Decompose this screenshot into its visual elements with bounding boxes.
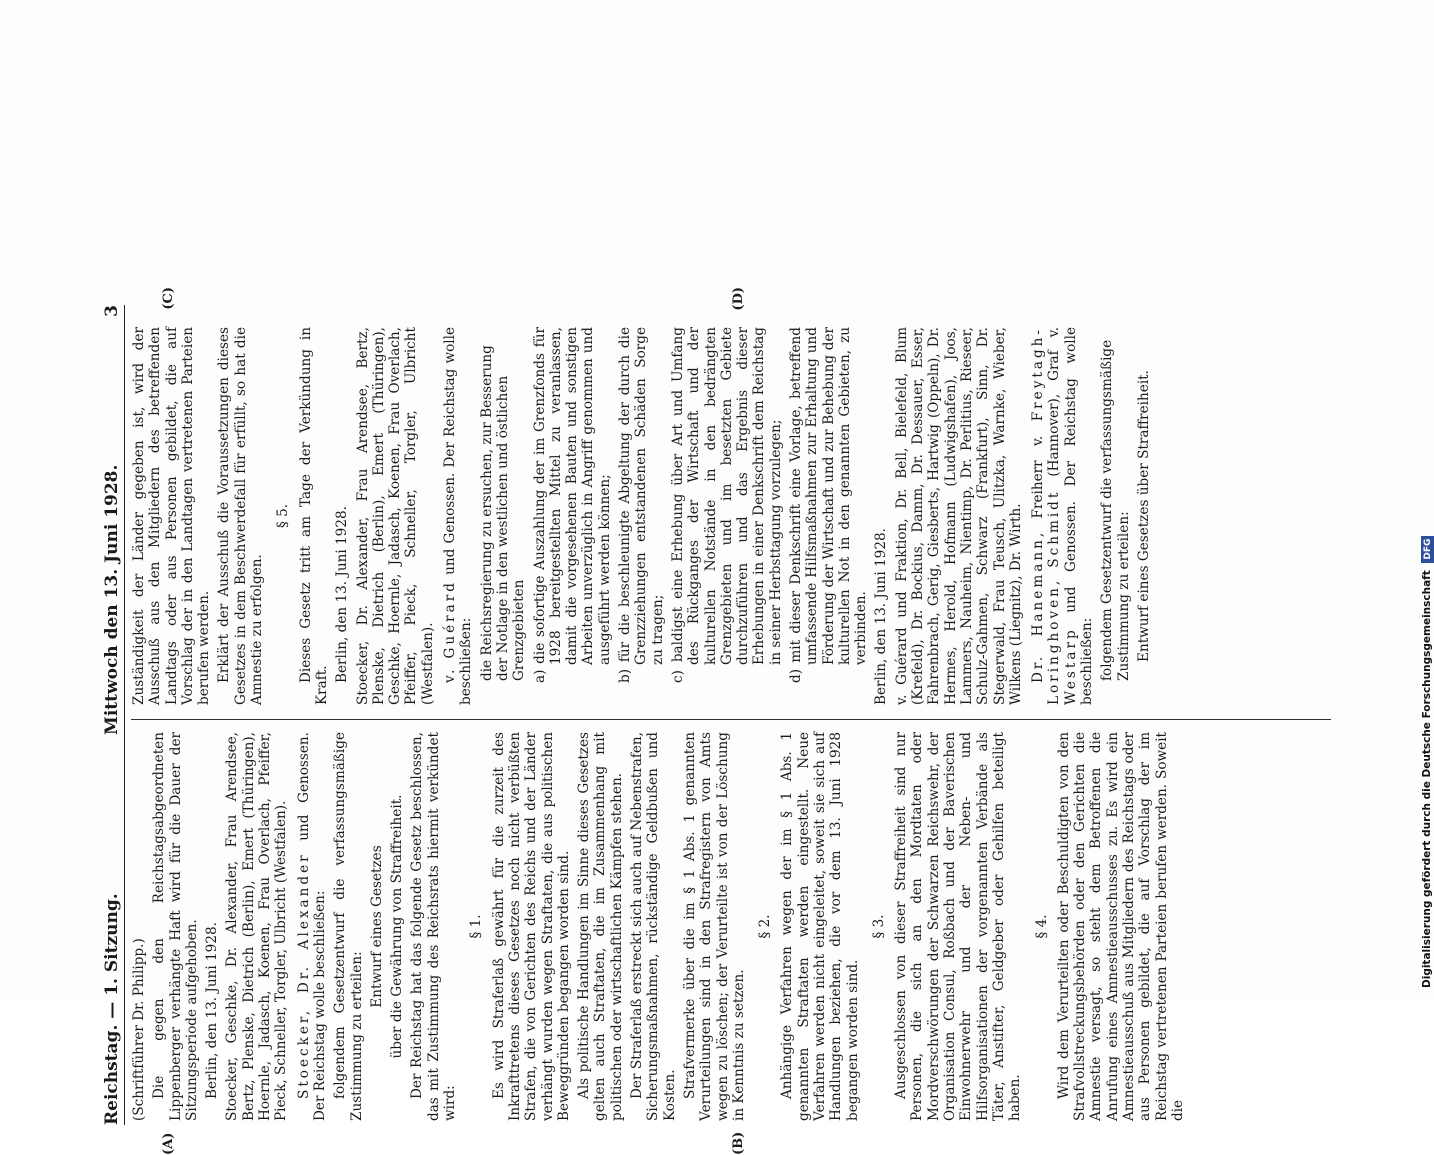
marker-b: (B) [731,1131,746,1155]
paragraph: die Reichsregierung zu ersuchen, zur Besserung der Notlage in den westlichen und östlichen Grenzgebieten [478,345,528,681]
paragraph: Der Straferlaß erstreckt sich auch auf Nebenstrafen, Sicherungsmaßnahmen, rückständige Geldbußen und Kosten. [629,732,678,1121]
columns [131,287,1331,1155]
left-column [131,720,1331,1155]
motion-intro-rest: und Genossen. Der Reichstag wolle beschließen: [442,326,475,705]
paragraph: Es wird Straferlaß gewährt für die zurzeit des Inkrafttretens dieses Gesetzes noch nicht verbüßten Strafen, die von Gerichten des Reichs und der Länder verhängt wurden wegen Straftaten, die aus politischen Beweggründen begangen worden sind. [490,732,572,1121]
paragraph: Zuständigkeit der Länder gegeben ist, wird der Ausschuß aus den Mitgliedern des betreffenden Landtags oder aus Personen gebildet, die auf Vorschlag der in den Landtagen vertretenen Parteien berufen werden. [131,327,213,705]
signatories: v. Guérard und Fraktion, Dr. Bell, Bielefeld, Blum (Krefeld), Dr. Bockius, Damm, Dr. Dessauer, Esser, Fahrenbrach, Gerig, Giesberts, Hartwig (Oppeln), Dr. Hermes, Herold, Hofmann (Ludwigshafen), Joos, Lammers, Nauheim, Nientimp, Dr. Perlitius, Rieseer, Schulz-Gahmen, Schwarz (Frankfurt), Sinn, Dr. Stegerwald, Frau Teusch, Ulitzka, Warnke, Wieber, Wilkens (Liegnitz), Dr. Wirth. [893,327,1024,705]
funding-text: Digitalisierung gefördert durch die Deutsche Forschungsgemeinschaft [1421,570,1433,988]
page-number: 3 [101,305,122,317]
draft-title: Entwurf eines Gesetzes [368,845,385,1008]
section-heading: § 1. [468,914,485,939]
motion-mover: Stoecker, Dr. Alexander [295,852,312,1099]
date-line: Berlin, den 13. Juni 1928. [334,506,351,683]
marker-d: (D) [731,287,746,311]
motion-mover: Schmidt [1046,489,1063,568]
paragraph: Wird dem Verurteilten oder Beschuldigten von den Strafvollstreckungsbehörden oder den Gerichten die Amnestie versagt, so steht dem Betroffenen die Anrufung eines Amnestieausschusses zu. Es wird ein Amnestieausschuß aus Mitgliedern des Reichstags oder aus Personen gebildet, die auf Vorschlag der im Reichstag vertretenen Parteien berufen werden. Soweit die [1055,732,1186,1121]
running-head [90,305,125,1125]
section-heading: § 3. [870,914,887,939]
motion-connector: (Hannover), Graf v. [1046,326,1063,477]
paragraph: Die gegen den Reichstagsabgeordneten Lippenberger verhängte Haft wird für die Dauer der Sitzungsperiode aufgehoben. [151,732,200,1121]
motion-connector: , Freiherr v. [1030,435,1047,538]
list-item-d: d) mit dieser Denkschrift eine Vorlage, betreffend umfassende Hilfsmaßnahmen zur Erhaltung und Förderung der Wirtschaft und zur Behebung der kulturellen Not in den genannten Gebieten, zu verbinden. [787,327,870,683]
right-column [131,287,1331,720]
paragraph: folgendem Gesetzentwurf die verfassungsmäßige Zustimmung zu erteilen: [332,732,365,1121]
motion-intro-rest: und Genossen. Der Reichstag wolle beschließen: [295,732,328,1121]
marker-a: (A) [161,1132,176,1155]
paragraph: Erklärt der Ausschuß die Voraussetzungen dieses Gesetzes in dem Beschwerdefall für erfüllt, so hat die Amnestie zu erfolgen. [216,327,266,705]
paragraph: folgendem Gesetzentwurf die verfassungsmäßige Zustimmung zu erteilen: [1099,339,1132,681]
motion-mover: Freytagh-Loringhoven [1030,326,1063,705]
date-line: Berlin, den 13. Juni 1928. [204,922,221,1099]
motion-intro [442,327,475,705]
speaker-note: (Schriftführer Dr. Philipp.) [131,938,147,1121]
paragraph: Als politische Handlungen im Sinne dieses Gesetzes gelten auch Straftaten, die im Zusammenhang mit politischen oder wirtschaftlichen Kämpfen stehen. [576,732,625,1121]
signatories: Stoecker, Geschke, Dr. Alexander, Frau Arendsee, Bertz, Plenske, Dietrich (Berlin), Emert (Thüringen), Hoernle, Jadasch, Koenen, Frau Overlach, Pfeiffer, Pieck, Schneller, Torgler, Ulbricht (Westfalen). [224,732,290,1121]
list-item-b: b) für die beschleunigte Abgeltung der durch die Grenzziehungen entstandenen Schäden Sorge zu tragen; [617,327,666,683]
motion-connector: , [1046,580,1063,586]
motion-intro-rest: und Genossen. Der Reichstag wolle beschließen: [1062,327,1096,705]
paragraph: Strafvermerke über die im § 1 Abs. 1 genannten Verurteilungen sind in den Strafregistern von Amts wegen zu löschen; der Verurteilte ist von der Löschung in Kenntnis zu setzen. [681,732,747,1121]
draft-subtitle: über die Gewährung von Straffreiheit. [389,794,406,1059]
header-date: Mittwoch den 13. Juni 1928. [101,464,122,735]
list-item-c: c) baldigst eine Erhebung über Art und Umfang des Rückganges der Wirtschaft und der kulturellen Notstände in den bedrängten Grenzgebieten und im besetzten Gebiete durchzuführen und das Ergebnis dieser Erhebungen in einer Denkschrift dem Reichstag in seiner Herbsttagung vorzulegen; [669,327,784,683]
rotated-page [72,285,1362,1155]
list-item-a: a) die sofortige Auszahlung der im Grenzfonds für 1928 bereitgestellten Mittel zu veranlassen, damit die vorgesehenen Bauten und sonstigen Arbeiten unverzüglich in Angriff genommen und ausgeführt werden können; [531,327,613,683]
funding-note [1420,12,1434,988]
marker-c: (C) [161,287,176,310]
header-left: Reichstag. — 1. Sitzung. [101,893,122,1125]
motion-intro [296,732,329,1121]
motion-intro [1030,327,1095,705]
section-heading: § 4. [1033,914,1050,939]
paragraph: Der Reichstag hat das folgende Gesetz beschlossen, das mit Zustimmung des Reichsrats hiermit verkündet wird: [409,732,459,1121]
dfg-logo: DFG [1421,536,1434,563]
section-heading: § 2. [757,914,774,939]
paragraph: Ausgeschlossen von dieser Straffreiheit sind nur Personen, die sich an den Mordtaten oder Mordverschwörungen der Schwarzen Reichswehr, der Organisation Consul, Roßbach und der Baverischen Einwohnerwehr und der Neben- und Hilfsorganisationen der vorgenannten Verbände als Täter, Anstifter, Geldgeber oder Gehilfen beteiligt haben. [893,732,1024,1121]
paragraph: Anhängige Verfahren wegen der im § 1 Abs. 1 genannten Straftaten werden eingestellt. Neue Verfahren werden nicht eingeleitet, soweit sie sich auf Handlungen beziehen, die vor dem 13. Juni 1928 begangen worden sind. [779,732,861,1121]
date-line: Berlin, den 13. Juni 1928. [873,528,890,705]
paragraph: Dieses Gesetz tritt am Tage der Verkündung in Kraft. [297,327,330,705]
draft-title: Entwurf eines Gesetzes über Straffreiheit. [1135,370,1152,662]
motion-mover: Westarp [1062,627,1079,705]
section-heading: § 5. [275,503,292,529]
signatories: Stoecker, Dr. Alexander, Frau Arendsee, Bertz, Plenske, Dietrich (Berlin), Emert (Thüringen), Geschke, Hoernle, Jadasch, Koenen, Frau Overlach, Pfeiffer, Pieck, Schneller, Torgler, Ulbricht (Westfalen). [354,327,436,705]
funding-note-text [1420,12,1434,988]
motion-mover: Dr. Hanemann [1030,537,1047,683]
motion-mover: v. Guérard [442,580,459,683]
